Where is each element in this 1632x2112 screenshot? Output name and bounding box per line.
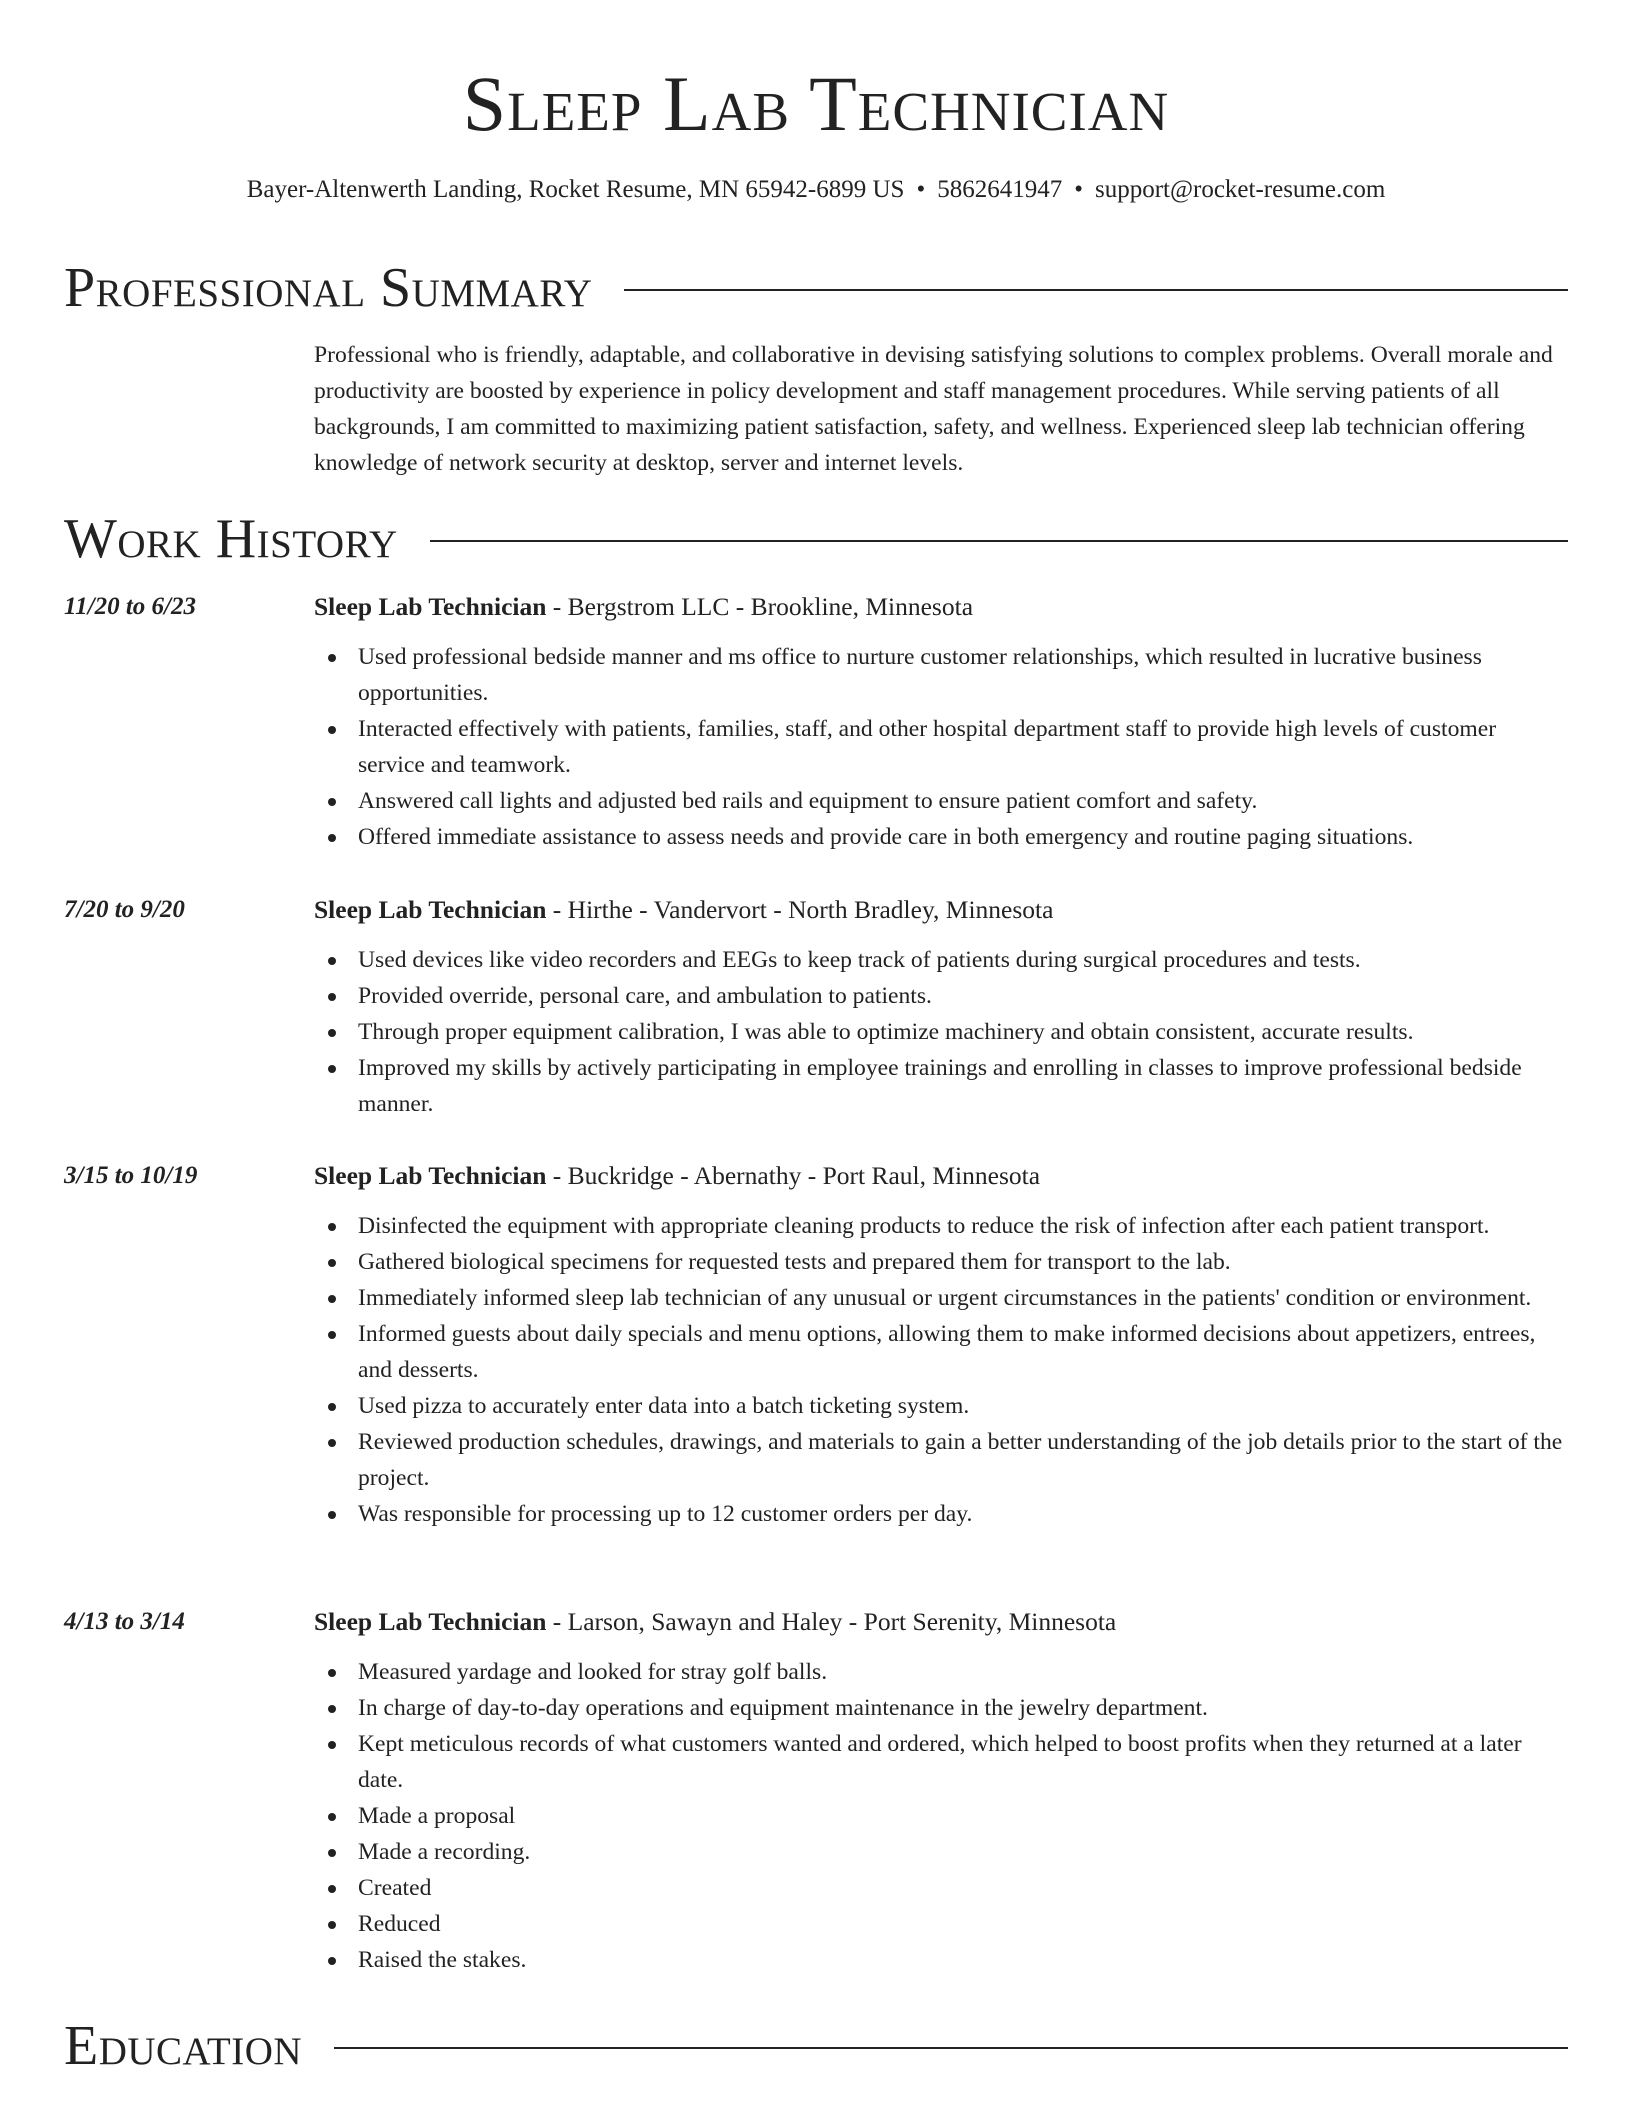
- job-bullet: Used professional bedside manner and ms office to nurture customer relationships, which resulted in lucrative business opportunities.: [314, 639, 1568, 711]
- contact-separator: •: [1074, 176, 1083, 203]
- job-bullet: Reduced: [314, 1906, 1568, 1942]
- job-employer: - Buckridge - Abernathy - Port Raul, Minnesota: [546, 1161, 1041, 1190]
- job-dates: 11/20 to 6/23: [64, 593, 196, 620]
- job-bullet: Improved my skills by actively participating in employee trainings and enrolling in classes to improve professional bedside manner.: [314, 1050, 1568, 1122]
- job-employer: - Bergstrom LLC - Brookline, Minnesota: [546, 592, 974, 621]
- job-heading: [314, 1156, 1040, 1196]
- job-employer: - Larson, Sawayn and Haley - Port Serenity, Minnesota: [546, 1607, 1117, 1636]
- section-divider: [334, 2047, 1568, 2049]
- email-address: support@rocket-resume.com: [1094, 176, 1386, 203]
- address: Bayer-Altenwerth Landing, Rocket Resume, MN 65942-6899 US: [246, 176, 905, 203]
- job-heading: [314, 1602, 1116, 1642]
- job-bullet: Made a proposal: [314, 1798, 1568, 1834]
- job-bullet: Kept meticulous records of what customers wanted and ordered, which helped to boost profits when they returned at a later date.: [314, 1726, 1568, 1798]
- job-bullet: Created: [314, 1870, 1568, 1906]
- job-bullet: Interacted effectively with patients, families, staff, and other hospital department staff to provide high levels of customer service and teamwork.: [314, 711, 1568, 783]
- job-bullet: Used devices like video recorders and EEGs to keep track of patients during surgical procedures and tests.: [314, 942, 1568, 978]
- job-title: Sleep Lab Technician: [314, 1607, 547, 1636]
- job-dates: 3/15 to 10/19: [64, 1162, 198, 1189]
- job-entry: [64, 890, 1568, 1122]
- job-heading: [314, 587, 973, 627]
- job-heading: [314, 890, 1053, 930]
- job-bullet: Reviewed production schedules, drawings, and materials to gain a better understanding of the job details prior to the start of the project.: [314, 1424, 1568, 1496]
- phone-number: 5862641947: [937, 176, 1063, 203]
- job-bullet: Used pizza to accurately enter data into a batch ticketing system.: [314, 1388, 1568, 1424]
- job-bullet: Raised the stakes.: [314, 1942, 1568, 1978]
- job-bullet: Answered call lights and adjusted bed rails and equipment to ensure patient comfort and safety.: [314, 783, 1568, 819]
- job-bullet: Offered immediate assistance to assess needs and provide care in both emergency and routine paging situations.: [314, 819, 1568, 855]
- job-bullet: Gathered biological specimens for requested tests and prepared them for transport to the lab.: [314, 1244, 1568, 1280]
- job-bullets: [314, 942, 1568, 1122]
- section-divider: [624, 289, 1568, 291]
- contact-line: [0, 173, 1632, 207]
- section-divider: [430, 540, 1568, 542]
- section-header-work-history: [64, 505, 1568, 573]
- section-header-education: [64, 2012, 1568, 2080]
- section-title-work-history: Work History: [64, 508, 398, 570]
- job-entry: [64, 587, 1568, 855]
- job-entry: [64, 1156, 1568, 1532]
- job-bullet: Immediately informed sleep lab technician of any unusual or urgent circumstances in the patients' condition or environment.: [314, 1280, 1568, 1316]
- contact-separator: •: [916, 176, 926, 203]
- job-bullet: In charge of day-to-day operations and equipment maintenance in the jewelry department.: [314, 1690, 1568, 1726]
- job-bullet: Informed guests about daily specials and menu options, allowing them to make informed decisions about appetizers, entrees, and desserts.: [314, 1316, 1568, 1388]
- job-bullet: Was responsible for processing up to 12 customer orders per day.: [314, 1496, 1568, 1532]
- job-bullet: Through proper equipment calibration, I was able to optimize machinery and obtain consistent, accurate results.: [314, 1014, 1568, 1050]
- job-title: Sleep Lab Technician: [314, 1161, 547, 1190]
- job-bullet: Measured yardage and looked for stray golf balls.: [314, 1654, 1568, 1690]
- job-entry: [64, 1602, 1568, 1978]
- section-header-summary: [64, 254, 1568, 322]
- job-bullets: [314, 639, 1568, 855]
- resume-name: Sleep Lab Technician: [462, 60, 1170, 147]
- job-dates: 7/20 to 9/20: [64, 896, 185, 923]
- job-employer: - Hirthe - Vandervort - North Bradley, Minnesota: [546, 895, 1054, 924]
- job-bullets: [314, 1654, 1568, 1978]
- job-dates: 4/13 to 3/14: [64, 1608, 185, 1635]
- section-title-summary: Professional Summary: [64, 257, 593, 319]
- summary-text: Professional who is friendly, adaptable, and collaborative in devising satisfying solutions to complex problems. Overall morale and productivity are boosted by experience in policy development and staff management procedures. While serving patients of all backgrounds, I am committed to maximizing patient satisfaction, safety, and wellness. Experienced sleep lab technician offering knowledge of network security at desktop, server and internet levels.: [314, 342, 1553, 476]
- job-title: Sleep Lab Technician: [314, 895, 547, 924]
- job-bullet: Made a recording.: [314, 1834, 1568, 1870]
- job-bullet: Provided override, personal care, and ambulation to patients.: [314, 978, 1568, 1014]
- section-title-education: Education: [64, 2015, 303, 2077]
- job-bullets: [314, 1208, 1568, 1532]
- job-title: Sleep Lab Technician: [314, 592, 547, 621]
- job-bullet: Disinfected the equipment with appropriate cleaning products to reduce the risk of infection after each patient transport.: [314, 1208, 1568, 1244]
